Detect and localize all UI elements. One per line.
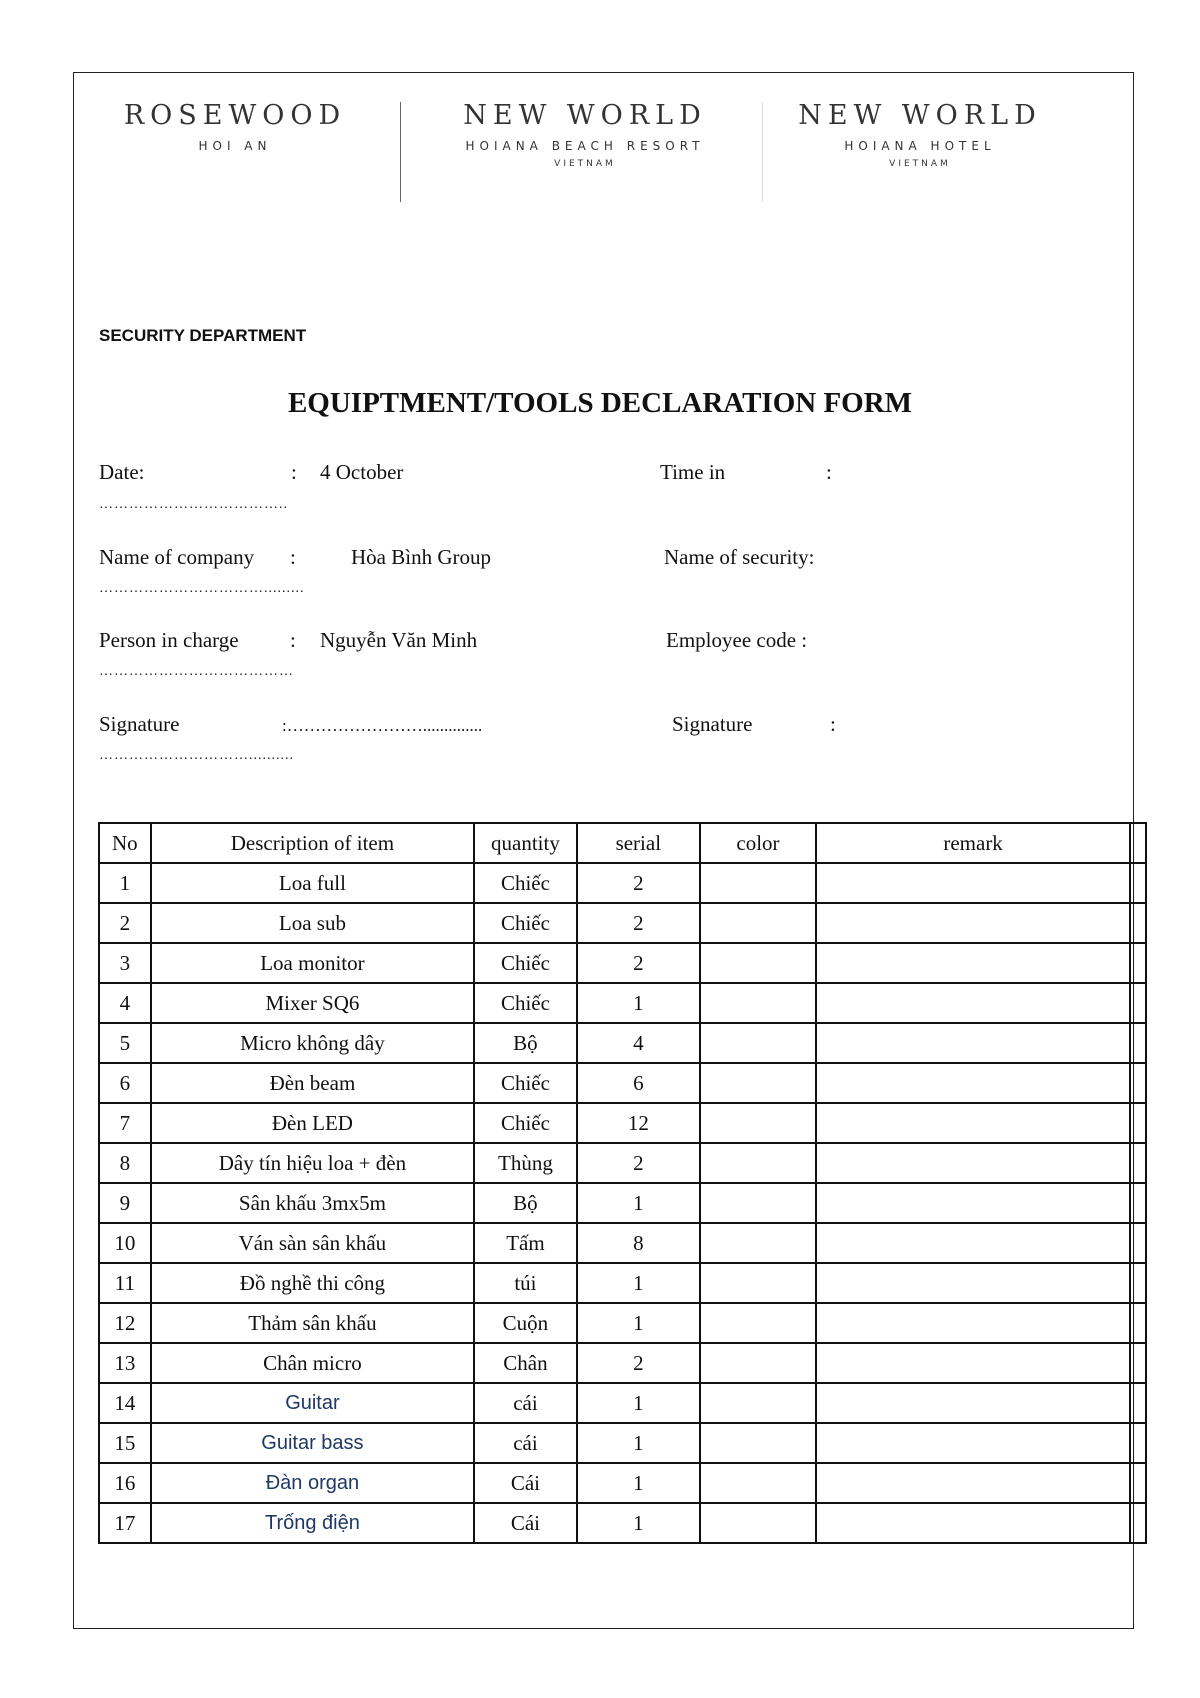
- row-color: [700, 1463, 816, 1503]
- row-extra: [1130, 863, 1146, 903]
- row-serial: 1: [577, 1383, 700, 1423]
- signature2-label: Signature: [672, 712, 753, 736]
- row-description: Guitar: [151, 1383, 474, 1423]
- form-title: EQUIPTMENT/TOOLS DECLARATION FORM: [287, 387, 913, 419]
- row-description: Loa full: [151, 863, 474, 903]
- row-serial: 6: [577, 1063, 700, 1103]
- row-color: [700, 1183, 816, 1223]
- row-extra: [1130, 1183, 1146, 1223]
- row-extra: [1130, 1063, 1146, 1103]
- row-remark: [816, 1103, 1130, 1143]
- row-no: 7: [99, 1103, 151, 1143]
- table-row: [99, 1143, 1146, 1183]
- date-colon: :: [291, 460, 297, 484]
- table-row: [99, 1383, 1146, 1423]
- signature2-colon: :: [830, 712, 836, 736]
- row-no: 4: [99, 983, 151, 1023]
- row-extra: [1130, 1223, 1146, 1263]
- row-description: Ván sàn sân khấu: [151, 1223, 474, 1263]
- row-color: [700, 1503, 816, 1543]
- header-extra: [1130, 823, 1146, 863]
- row-quantity: Chiếc: [474, 983, 577, 1023]
- table-row: [99, 1303, 1146, 1343]
- row-description: Trống điện: [151, 1503, 474, 1543]
- row-remark: [816, 1343, 1130, 1383]
- row-description: Đàn organ: [151, 1463, 474, 1503]
- row-description: Thảm sân khấu: [151, 1303, 474, 1343]
- row-remark: [816, 1223, 1130, 1263]
- company-dots: …………………………….........: [99, 581, 305, 596]
- row-color: [700, 1303, 816, 1343]
- row-remark: [816, 1023, 1130, 1063]
- logo-divider: [400, 102, 401, 202]
- signature-value: :……………………..............: [282, 716, 483, 735]
- row-description: Chân micro: [151, 1343, 474, 1383]
- employee-code-label: Employee code :: [666, 628, 808, 652]
- row-no: 8: [99, 1143, 151, 1183]
- header-remark: remark: [816, 823, 1130, 863]
- row-quantity: cái: [474, 1423, 577, 1463]
- logo-header: [100, 100, 1060, 208]
- table-row: [99, 1103, 1146, 1143]
- table-row: [99, 1263, 1146, 1303]
- row-color: [700, 1063, 816, 1103]
- table-row: [99, 983, 1146, 1023]
- row-description: Đèn beam: [151, 1063, 474, 1103]
- logo-divider: [762, 102, 763, 202]
- signature-dots: …………………………..........: [99, 748, 294, 763]
- row-serial: 8: [577, 1223, 700, 1263]
- row-extra: [1130, 1143, 1146, 1183]
- row-quantity: Bộ: [474, 1023, 577, 1063]
- row-no: 9: [99, 1183, 151, 1223]
- row-serial: 2: [577, 1343, 700, 1383]
- row-no: 16: [99, 1463, 151, 1503]
- row-remark: [816, 1383, 1130, 1423]
- header-color: color: [700, 823, 816, 863]
- table-row: [99, 943, 1146, 983]
- row-color: [700, 1143, 816, 1183]
- row-no: 2: [99, 903, 151, 943]
- row-extra: [1130, 983, 1146, 1023]
- row-serial: 1: [577, 1463, 700, 1503]
- company-label: Name of company: [99, 545, 255, 569]
- row-extra: [1130, 1343, 1146, 1383]
- row-extra: [1130, 1503, 1146, 1543]
- row-remark: [816, 1263, 1130, 1303]
- row-no: 5: [99, 1023, 151, 1063]
- table-row: [99, 1063, 1146, 1103]
- date-label: Date:: [99, 460, 145, 484]
- row-no: 10: [99, 1223, 151, 1263]
- row-color: [700, 983, 816, 1023]
- row-extra: [1130, 1383, 1146, 1423]
- table-row: [99, 1223, 1146, 1263]
- row-quantity: Chiếc: [474, 1063, 577, 1103]
- row-remark: [816, 943, 1130, 983]
- row-quantity: Cuộn: [474, 1303, 577, 1343]
- row-quantity: Cái: [474, 1463, 577, 1503]
- row-quantity: Thùng: [474, 1143, 577, 1183]
- header-no: No: [99, 823, 151, 863]
- row-serial: 1: [577, 1183, 700, 1223]
- row-color: [700, 1343, 816, 1383]
- new-world-hotel-logo: NEW WORLD HOIANA HOTEL VIETNAM: [798, 100, 1042, 169]
- row-description: Sân khấu 3mx5m: [151, 1183, 474, 1223]
- department-heading: SECURITY DEPARTMENT: [99, 326, 307, 345]
- security-label: Name of security:: [664, 545, 815, 569]
- row-quantity: Bộ: [474, 1183, 577, 1223]
- row-extra: [1130, 1303, 1146, 1343]
- row-description: Mixer SQ6: [151, 983, 474, 1023]
- row-color: [700, 1383, 816, 1423]
- row-extra: [1130, 1263, 1146, 1303]
- row-remark: [816, 1503, 1130, 1543]
- header-description: Description of item: [151, 823, 474, 863]
- row-description: Loa monitor: [151, 943, 474, 983]
- row-remark: [816, 903, 1130, 943]
- table-header-row: [99, 823, 1146, 863]
- header-serial: serial: [577, 823, 700, 863]
- row-serial: 2: [577, 943, 700, 983]
- new-world-beach-resort-logo: NEW WORLD HOIANA BEACH RESORT VIETNAM: [463, 100, 707, 169]
- row-no: 17: [99, 1503, 151, 1543]
- rosewood-logo: ROSEWOOD HOI AN: [123, 100, 347, 153]
- table-row: [99, 1423, 1146, 1463]
- row-remark: [816, 983, 1130, 1023]
- row-serial: 2: [577, 1143, 700, 1183]
- table-row: [99, 1023, 1146, 1063]
- row-description: Dây tín hiệu loa + đèn: [151, 1143, 474, 1183]
- row-serial: 2: [577, 863, 700, 903]
- row-quantity: túi: [474, 1263, 577, 1303]
- row-color: [700, 863, 816, 903]
- row-color: [700, 1423, 816, 1463]
- person-colon: :: [290, 628, 296, 652]
- row-remark: [816, 1423, 1130, 1463]
- company-colon: :: [290, 545, 296, 569]
- row-color: [700, 1223, 816, 1263]
- person-value: Nguyễn Văn Minh: [320, 628, 478, 652]
- row-color: [700, 943, 816, 983]
- signature-label: Signature: [99, 712, 180, 736]
- row-color: [700, 1263, 816, 1303]
- row-serial: 2: [577, 903, 700, 943]
- row-no: 1: [99, 863, 151, 903]
- row-quantity: cái: [474, 1383, 577, 1423]
- person-label: Person in charge: [99, 628, 239, 652]
- row-extra: [1130, 1423, 1146, 1463]
- row-description: Đồ nghề thi công: [151, 1263, 474, 1303]
- row-remark: [816, 1143, 1130, 1183]
- row-serial: 4: [577, 1023, 700, 1063]
- row-quantity: Chiếc: [474, 1103, 577, 1143]
- row-serial: 1: [577, 983, 700, 1023]
- row-color: [700, 903, 816, 943]
- row-no: 11: [99, 1263, 151, 1303]
- row-extra: [1130, 1463, 1146, 1503]
- table-row: [99, 903, 1146, 943]
- table-row: [99, 1503, 1146, 1543]
- row-serial: 1: [577, 1503, 700, 1543]
- row-extra: [1130, 903, 1146, 943]
- row-no: 6: [99, 1063, 151, 1103]
- header-quantity: quantity: [474, 823, 577, 863]
- time-in-label: Time in: [660, 460, 726, 484]
- row-serial: 12: [577, 1103, 700, 1143]
- row-quantity: Chiếc: [474, 903, 577, 943]
- row-extra: [1130, 1023, 1146, 1063]
- table-row: [99, 863, 1146, 903]
- row-description: Guitar bass: [151, 1423, 474, 1463]
- table-row: [99, 1343, 1146, 1383]
- person-dots: …………………………………: [99, 664, 294, 679]
- row-remark: [816, 1463, 1130, 1503]
- row-quantity: Tấm: [474, 1223, 577, 1263]
- row-remark: [816, 863, 1130, 903]
- row-extra: [1130, 1103, 1146, 1143]
- row-remark: [816, 1303, 1130, 1343]
- row-quantity: Chiếc: [474, 863, 577, 903]
- row-no: 3: [99, 943, 151, 983]
- date-value: 4 October: [320, 460, 404, 484]
- row-no: 15: [99, 1423, 151, 1463]
- date-dots: ………………………………..: [99, 497, 288, 512]
- row-extra: [1130, 943, 1146, 983]
- row-color: [700, 1103, 816, 1143]
- company-value: Hòa Bình Group: [351, 545, 491, 569]
- row-quantity: Chân: [474, 1343, 577, 1383]
- row-description: Loa sub: [151, 903, 474, 943]
- equipment-table: [98, 822, 1147, 1544]
- row-no: 14: [99, 1383, 151, 1423]
- row-quantity: Chiếc: [474, 943, 577, 983]
- time-in-colon: :: [826, 460, 832, 484]
- row-serial: 1: [577, 1263, 700, 1303]
- row-no: 12: [99, 1303, 151, 1343]
- row-color: [700, 1023, 816, 1063]
- table-row: [99, 1183, 1146, 1223]
- row-serial: 1: [577, 1303, 700, 1343]
- row-serial: 1: [577, 1423, 700, 1463]
- row-remark: [816, 1183, 1130, 1223]
- row-quantity: Cái: [474, 1503, 577, 1543]
- row-description: Micro không dây: [151, 1023, 474, 1063]
- row-description: Đèn LED: [151, 1103, 474, 1143]
- row-no: 13: [99, 1343, 151, 1383]
- table-row: [99, 1463, 1146, 1503]
- row-remark: [816, 1063, 1130, 1103]
